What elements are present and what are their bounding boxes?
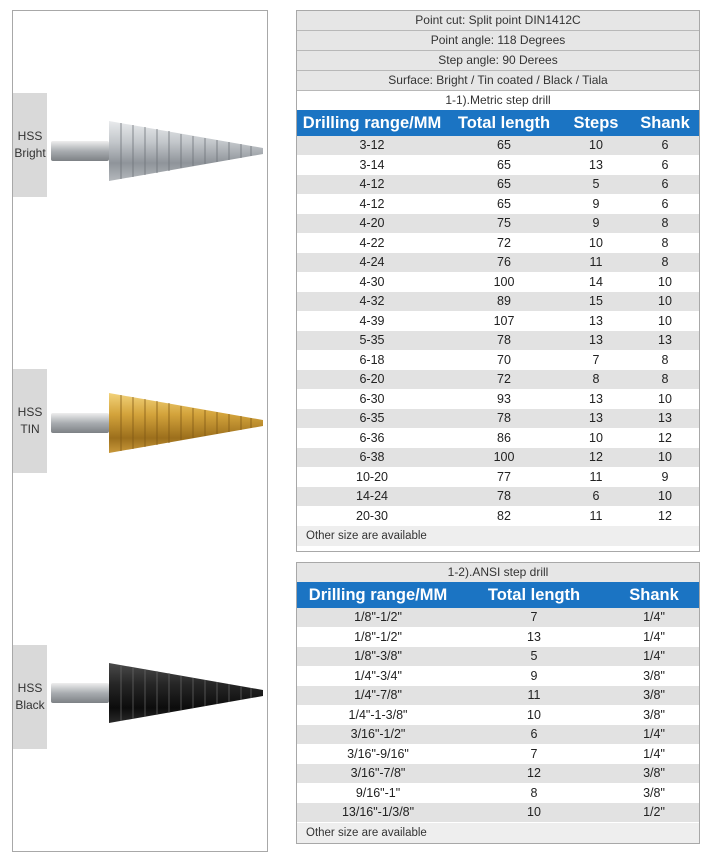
- cell-total-length: 10: [527, 805, 541, 819]
- header-total-length: Total length: [457, 113, 551, 132]
- cell-total-length: 7: [530, 746, 538, 761]
- cell-steps: 15: [589, 294, 603, 308]
- cell-steps: 8: [592, 372, 600, 386]
- cell-shank: 10: [658, 313, 672, 328]
- cell-drilling-range: 3/16"-7/8": [350, 766, 406, 780]
- cell-shank: 3/8": [643, 707, 665, 722]
- cell-shank: 6: [661, 196, 669, 211]
- cell-drilling-range: 4-32: [359, 294, 385, 308]
- cell-drilling-range: 4-30: [359, 274, 385, 289]
- header-shank: Shank: [640, 113, 690, 132]
- cell-drilling-range: 6-20: [359, 372, 385, 386]
- cell-total-length: 78: [497, 411, 511, 425]
- cell-shank: 8: [661, 235, 669, 250]
- cell-total-length: 78: [497, 333, 511, 347]
- header-steps: Steps: [573, 113, 619, 132]
- cell-total-length: 82: [497, 508, 511, 523]
- table-row: [297, 195, 699, 215]
- cell-drilling-range: 5-35: [359, 333, 385, 347]
- cell-drilling-range: 6-30: [359, 391, 385, 406]
- cell-shank: 1/2": [643, 805, 665, 819]
- table-row: [297, 214, 699, 234]
- cell-total-length: 9: [530, 668, 538, 683]
- table-row: [297, 312, 699, 332]
- cell-steps: 13: [589, 391, 603, 406]
- cell-total-length: 93: [497, 391, 511, 406]
- ansi-table-header: [297, 582, 699, 608]
- cell-drilling-range: 20-30: [356, 508, 388, 523]
- cell-steps: 11: [589, 469, 603, 484]
- product-line1: HSS: [17, 405, 43, 419]
- table-row: [297, 647, 699, 667]
- cell-total-length: 75: [497, 216, 511, 230]
- cell-shank: 10: [658, 391, 672, 406]
- cell-steps: 13: [589, 411, 603, 425]
- cell-total-length: 89: [497, 294, 511, 308]
- product-line2: Bright: [14, 146, 46, 160]
- cell-drilling-range: 3/16"-1/2": [350, 727, 406, 741]
- metric-table-header: [297, 110, 699, 136]
- table-row: [297, 745, 699, 765]
- table-row: [297, 253, 699, 273]
- cell-steps: 11: [589, 508, 603, 523]
- step-drill-bright-icon: [51, 115, 267, 187]
- cell-total-length: 70: [497, 352, 511, 367]
- table-row: [297, 608, 699, 628]
- cell-shank: 13: [658, 333, 672, 347]
- cell-shank: 1/4": [643, 610, 665, 624]
- cell-total-length: 6: [530, 727, 538, 741]
- product-label-bright: [13, 93, 47, 197]
- spec-point-angle: Point angle: 118 Degrees: [297, 31, 699, 51]
- cell-shank: 1/4": [643, 629, 665, 644]
- cell-drilling-range: 1/4"-1-3/8": [348, 707, 408, 722]
- cell-shank: 6: [661, 157, 669, 172]
- cell-total-length: 12: [527, 766, 541, 780]
- table-row: [297, 156, 699, 176]
- cell-drilling-range: 1/8"-1/2": [354, 629, 402, 644]
- table-row: [297, 468, 699, 488]
- metric-section-title: 1-1).Metric step drill: [445, 93, 551, 107]
- cell-drilling-range: 1/8"-3/8": [354, 649, 402, 663]
- cell-total-length: 10: [527, 707, 541, 722]
- spec-surface: Surface: Bright / Tin coated / Black / Tiala: [297, 71, 699, 91]
- table-row: [297, 370, 699, 390]
- cell-steps: 7: [592, 352, 600, 367]
- product-label-black: [13, 645, 47, 749]
- table-row: [297, 803, 699, 823]
- product-line1: HSS: [17, 681, 43, 695]
- cell-drilling-range: 4-12: [359, 177, 385, 191]
- ansi-footer-note: Other size are available: [297, 823, 699, 843]
- cell-shank: 8: [661, 216, 669, 230]
- cell-steps: 10: [589, 235, 603, 250]
- cell-drilling-range: 6-18: [359, 352, 385, 367]
- spec-point-cut: Point cut: Split point DIN1412C: [297, 11, 699, 31]
- cell-drilling-range: 6-36: [359, 430, 385, 445]
- header-shank: Shank: [629, 585, 679, 604]
- cell-steps: 9: [592, 216, 600, 230]
- cell-shank: 12: [658, 508, 672, 523]
- cell-drilling-range: 1/4"-7/8": [354, 688, 402, 702]
- cell-drilling-range: 1/4"-3/4": [354, 668, 402, 683]
- cell-drilling-range: 4-22: [359, 235, 385, 250]
- cell-drilling-range: 4-12: [359, 196, 385, 211]
- cell-shank: 3/8": [643, 785, 665, 800]
- cell-drilling-range: 6-38: [359, 450, 385, 464]
- cell-steps: 13: [589, 157, 603, 172]
- table-row: [297, 331, 699, 351]
- cell-drilling-range: 4-24: [359, 255, 385, 269]
- cell-drilling-range: 6-35: [359, 411, 385, 425]
- cell-total-length: 86: [497, 430, 511, 445]
- product-panel: [12, 10, 268, 852]
- cell-total-length: 72: [497, 372, 511, 386]
- cell-total-length: 100: [493, 274, 515, 289]
- cell-steps: 9: [592, 196, 600, 211]
- table-row: [297, 136, 699, 156]
- cell-shank: 8: [661, 255, 669, 269]
- cell-shank: 13: [658, 411, 672, 425]
- cell-shank: 10: [658, 274, 672, 289]
- cell-steps: 14: [589, 274, 603, 289]
- cell-shank: 3/8": [643, 766, 665, 780]
- cell-drilling-range: 10-20: [356, 469, 388, 484]
- step-drill-tin-icon: [51, 387, 267, 459]
- cell-total-length: 77: [497, 469, 511, 484]
- table-row: [297, 667, 699, 687]
- ansi-section-title: 1-2).ANSI step drill: [297, 563, 699, 582]
- cell-total-length: 65: [497, 177, 511, 191]
- cell-shank: 8: [661, 372, 669, 386]
- table-row: [297, 234, 699, 254]
- product-line2: Black: [15, 698, 45, 712]
- cell-drilling-range: 3/16"-9/16": [347, 746, 409, 761]
- cell-steps: 13: [589, 333, 603, 347]
- table-row: [297, 706, 699, 726]
- product-line2: TIN: [20, 422, 40, 436]
- cell-shank: 10: [658, 294, 672, 308]
- table-row: [297, 292, 699, 312]
- cell-steps: 10: [589, 430, 603, 445]
- table-row: [297, 409, 699, 429]
- table-row: [297, 429, 699, 449]
- cell-shank: 6: [661, 138, 669, 152]
- cell-shank: 1/4": [643, 727, 665, 741]
- table-row: [297, 273, 699, 293]
- ansi-panel: [296, 562, 700, 844]
- cell-total-length: 11: [527, 688, 541, 702]
- header-drilling-range: Drilling range/MM: [302, 113, 442, 132]
- cell-shank: 10: [658, 489, 672, 503]
- cell-drilling-range: 13/16"-1/3/8": [341, 805, 415, 819]
- cell-shank: 12: [658, 430, 672, 445]
- table-row: [297, 175, 699, 195]
- cell-total-length: 78: [497, 489, 511, 503]
- cell-total-length: 76: [497, 255, 511, 269]
- table-row: [297, 686, 699, 706]
- cell-shank: 3/8": [643, 668, 665, 683]
- table-row: [297, 448, 699, 468]
- cell-steps: 12: [589, 450, 603, 464]
- cell-drilling-range: 1/8"-1/2": [354, 610, 402, 624]
- cell-shank: 6: [661, 177, 669, 191]
- cell-drilling-range: 3-14: [359, 157, 385, 172]
- table-row: [297, 628, 699, 648]
- cell-total-length: 5: [530, 649, 538, 663]
- table-row: [297, 725, 699, 745]
- cell-steps: 11: [589, 255, 603, 269]
- spec-step-angle: Step angle: 90 Derees: [297, 51, 699, 71]
- cell-total-length: 13: [527, 629, 541, 644]
- table-row: [297, 390, 699, 410]
- cell-steps: 5: [592, 177, 600, 191]
- table-row: [297, 351, 699, 371]
- metric-table-body: [297, 136, 699, 526]
- cell-total-length: 7: [530, 610, 538, 624]
- cell-drilling-range: 3-12: [359, 138, 385, 152]
- metric-panel: [296, 10, 700, 552]
- cell-steps: 10: [589, 138, 603, 152]
- cell-total-length: 100: [493, 450, 515, 464]
- table-row: [297, 507, 699, 527]
- cell-steps: 13: [589, 313, 603, 328]
- ansi-table-body: [297, 608, 699, 823]
- product-line1: HSS: [17, 129, 43, 143]
- table-row: [297, 487, 699, 507]
- header-drilling-range: Drilling range/MM: [308, 585, 448, 604]
- cell-total-length: 72: [497, 235, 511, 250]
- cell-shank: 9: [661, 469, 669, 484]
- cell-drilling-range: 9/16"-1": [355, 785, 401, 800]
- metric-footer-note: Other size are available: [297, 526, 699, 546]
- cell-total-length: 65: [497, 138, 511, 152]
- cell-drilling-range: 4-20: [359, 216, 385, 230]
- cell-total-length: 8: [530, 785, 538, 800]
- cell-shank: 8: [661, 352, 669, 367]
- header-total-length: Total length: [487, 585, 581, 604]
- cell-drilling-range: 14-24: [356, 489, 388, 503]
- cell-shank: 3/8": [643, 688, 665, 702]
- cell-steps: 6: [592, 489, 600, 503]
- cell-total-length: 65: [497, 157, 511, 172]
- cell-total-length: 65: [497, 196, 511, 211]
- cell-total-length: 107: [493, 313, 515, 328]
- table-row: [297, 784, 699, 804]
- table-row: [297, 764, 699, 784]
- cell-shank: 1/4": [643, 649, 665, 663]
- cell-shank: 10: [658, 450, 672, 464]
- cell-drilling-range: 4-39: [359, 313, 385, 328]
- step-drill-black-icon: [51, 657, 267, 729]
- cell-shank: 1/4": [643, 746, 665, 761]
- product-label-tin: [13, 369, 47, 473]
